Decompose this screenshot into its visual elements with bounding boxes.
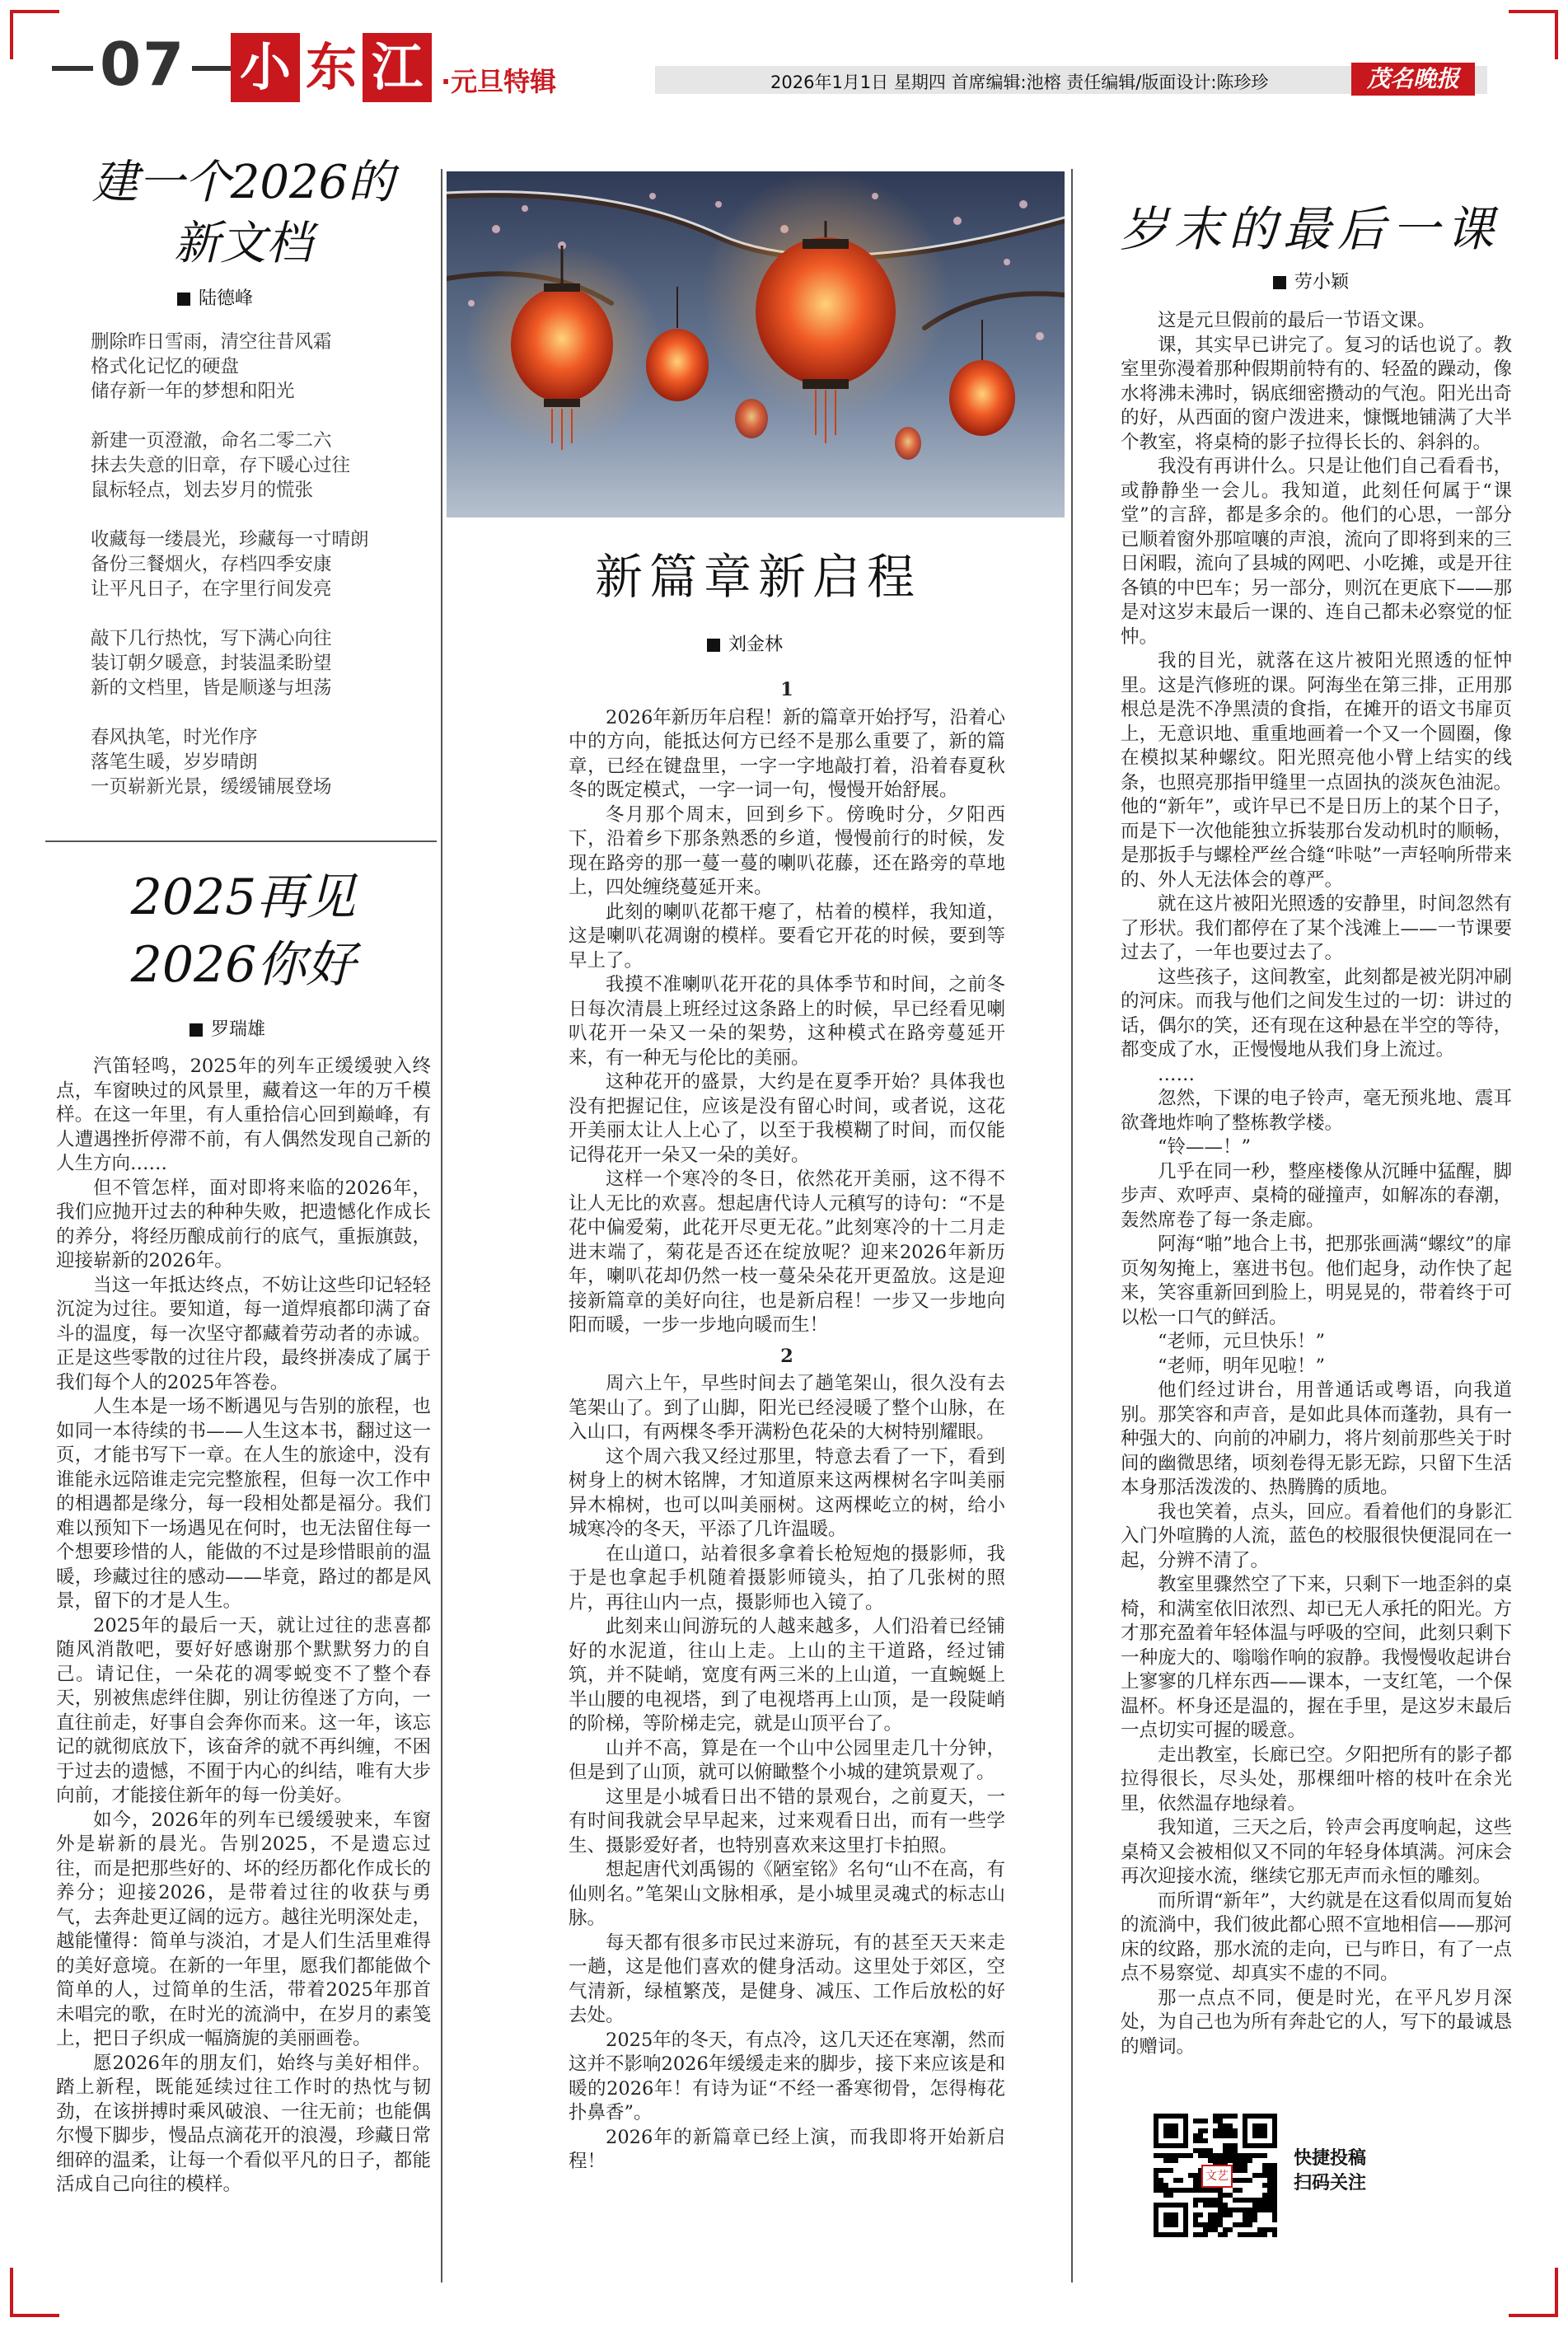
- paragraph: 教室里骤然空了下来，只剩下一地歪斜的桌椅，和满室依旧浓烈、却已无人承托的阳光。方才那充盈着年轻体温与呼吸的空间，此刻只剩下一种庞大的、嗡嗡作响的寂静。我慢慢收起讲台上寥寥的几样东西——课本，一支红笔，一个保温杯。杯身还是温的，握在手里，是这岁末最后一点切实可握的暖意。: [1121, 1574, 1512, 1741]
- article-new-byline: 刘金林: [707, 630, 783, 656]
- paragraph: “铃——！”: [1158, 1136, 1252, 1158]
- paragraph: 我没有再讲什么。只是让他们自己看看书，或静静坐一会儿。我知道，此刻任何属于“课堂”的言辞，都是多余的。他们的心思，一部分已顺着窗外那喧嚷的声浪，流向了即将到来的三日闲暇，流向了县城的网吧、小吃摊，或是开往各镇的中巴车；另一部分，则沉在更底下——那是对这岁末最后一课的、连自己都未必察觉的怔忡。: [1121, 456, 1512, 648]
- paragraph: 几乎在同一秒，整座楼像从沉睡中猛醒，脚步声、欢呼声、桌椅的碰撞声，如解冻的春潮，轰然席卷了每一条走廊。: [1121, 1160, 1512, 1231]
- poem-line: 抹去失意的旧章，存下暖心过往: [91, 455, 351, 476]
- article-2025-byline: 罗瑞雄: [190, 1015, 265, 1041]
- lantern-photo: [447, 171, 1065, 517]
- paragraph: 山并不高，算是在一个山中公园里走几十分钟，但是到了山顶，就可以俯瞰整个小城的建筑景观了。: [569, 1737, 1005, 1783]
- poem-line: 新的文档里，皆是顺遂与坦荡: [91, 677, 332, 699]
- paragraph: 他们经过讲台，用普通话或粤语，向我道别。那笑容和声音，是如此具体而蓬勃，具有一种强大的、向前的冲刷力，将片刻前那些关于时间的幽微思绪，顷刻卷得无影无踪，只留下生活本身那活泼泼的、热腾腾的质地。: [1121, 1379, 1512, 1498]
- date-line: 2026年1月1日 星期四 首席编辑:池榕 责任编辑/版面设计:陈珍珍: [770, 73, 1269, 92]
- poem-line: 收藏每一缕晨光，珍藏每一寸晴朗: [91, 529, 369, 550]
- paragraph: 我摸不准喇叭花开花的具体季节和时间，之前冬日每次清晨上班经过这条路上的时候，早已经看见喇叭花开一朵又一朵的架势，这种模式在路旁蔓延开来，有一种无与伦比的美丽。: [569, 974, 1005, 1069]
- poem-line: 敲下几行热忱，写下满心向往: [91, 628, 332, 649]
- paragraph: 人生本是一场不断遇见与告别的旅程，也如同一本待续的书——人生这本书，翻过这一页，才能书写下一章。在人生的旅途中，没有谁能永远陪谁走完完整旅程，但每一次工作中的相遇都是缘分，每一段相处都是福分。我们难以预知下一场遇见在何时，也无法留住每一个想要珍惜的人，能做的不过是珍惜眼前的温暖，珍藏过往的感动——毕竟，路过的都是风景，留下的才是人生。: [56, 1396, 431, 1612]
- paragraph: 课，其实早已讲完了。复习的话也说了。教室里弥漫着那种假期前特有的、轻盈的躁动，像水将沸未沸时，锅底细密攒动的气泡。阳光出奇的好，从西面的窗户泼进来，慷慨地铺满了大半个教室，将桌椅的影子拉得长长的、斜斜的。: [1121, 334, 1512, 453]
- paragraph: 当这一年抵达终点，不妨让这些印记轻轻沉淀为过往。要知道，每一道焊痕都印满了奋斗的温度，每一次坚守都藏着劳动者的赤诚。正是这些零散的过往片段，最终拼凑成了属于我们每个人的2025年答卷。: [56, 1274, 431, 1393]
- paragraph: “老师，明年见啦！”: [1158, 1355, 1326, 1377]
- paragraph: 这样一个寒冷的冬日，依然花开美丽，这不得不让人无比的欢喜。想起唐代诗人元稹写的诗句：“不是花中偏爱菊，此花开尽更无花。”此刻寒冷的十二月走进末端了，菊花是否还在绽放呢？迎来2026年新历年，喇叭花却仍然一枝一蔓朵朵花开更盈放。这是迎接新篇章的美好向往，也是新启程！一步又一步地向阳而暖，一步一步地向暖而生！: [569, 1168, 1005, 1336]
- paragraph: 我也笑着，点头，回应。看着他们的身影汇入门外喧腾的人流，蓝色的校服很快便混同在一起，分辨不清了。: [1121, 1501, 1512, 1571]
- poem-line: 新建一页澄澈，命名二零二六: [91, 430, 332, 452]
- paragraph: 这些孩子，这间教室，此刻都是被光阴冲刷的河床。而我与他们之间发生过的一切：讲过的话，偶尔的笑，还有现在这种悬在半空的等待，都变成了水，正慢慢地从我们身上流过。: [1121, 966, 1512, 1060]
- paragraph: 周六上午，早些时间去了趟笔架山，很久没有去笔架山了。到了山脚，阳光已经浸暖了整个山脉，在入山口，有两棵冬季开满粉色花朵的大树特别耀眼。: [569, 1373, 1005, 1443]
- paragraph: 2026年新历年启程！新的篇章开始抒写，沿着心中的方向，能抵达何方已经不是那么重要了，新的篇章，已经在键盘里，一字一字地敲打着，沿着春夏秋冬的既定模式，一字一词一句，慢慢开始舒展。: [569, 706, 1005, 801]
- poem-body: [91, 330, 437, 824]
- article-2025-title: 2025再见 2026你好: [130, 869, 356, 994]
- section-tag: ·元旦特辑: [441, 66, 557, 97]
- paragraph: 这里是小城看日出不错的景观台，之前夏天，一有时间我就会早早起来，过来观看日出，而有一些学生、摄影爱好者，也特别喜欢来这里打卡拍照。: [569, 1786, 1005, 1856]
- paragraph: 2025年的最后一天，就让过往的悲喜都随风消散吧，要好好感谢那个默默努力的自己。请记住，一朵花的凋零蜕变不了整个春天，别被焦虑绊住脚，别让彷徨迷了方向，一直往前走，好事自会奔你而来。这一年，该忘记的就彻底放下，该奋斧的就不再纠缠，不困于过去的遗憾，不囿于内心的纠结，唯有大步向前，才能接住新年的每一份美好。: [56, 1614, 431, 1806]
- paragraph: ……: [1158, 1063, 1195, 1085]
- column-rule: [1071, 169, 1073, 2283]
- paragraph: 走出教室，长廊已空。夕阳把所有的影子都拉得很长，尽头处，那棵细叶榕的枝叶在余光里，依然温存地绿着。: [1121, 1744, 1512, 1814]
- article-last-body: [1121, 309, 1512, 2059]
- part-label: 2: [780, 1345, 793, 1367]
- article-2025-body: [56, 1055, 431, 2198]
- paragraph: 在山道口，站着很多拿着长枪短炮的摄影师，我于是也拿起手机随着摄影师镜头，拍了几张树的照片，再往山内一点，摄影师也入镜了。: [569, 1543, 1005, 1613]
- paragraph: 而所谓“新年”，大约就是在这看似周而复始的流淌中，我们彼此都心照不宣地相信——那河床的纹路，那水流的走向，已与昨日，有了一点点不易察觉、却真实不虚的不同。: [1121, 1889, 1512, 1984]
- paragraph: 此刻的喇叭花都干瘪了，枯着的模样，我知道，这是喇叭花凋谢的模样。要看它开花的时候，要到等早上了。: [569, 901, 1005, 972]
- poem-line: 一页崭新光景，缓缓铺展登场: [91, 776, 332, 798]
- section-rule: [45, 840, 437, 842]
- poem-line: 鼠标轻点，划去岁月的慌张: [91, 480, 314, 501]
- column-rule: [441, 169, 442, 2283]
- poem-line: 装订朝夕暖意，封装温柔盼望: [91, 653, 332, 674]
- paragraph: 这是元旦假前的最后一节语文课。: [1158, 310, 1436, 331]
- poem-line: 储存新一年的梦想和阳光: [91, 381, 295, 402]
- paragraph: 2025年的冬天，有点冷，这几天还在寒潮，然而这并不影响2026年缓缓走来的脚步，接下来应该是和暖的2026年！有诗为证“不经一番寒彻骨，怎得梅花扑鼻香”。: [569, 2029, 1005, 2123]
- poem-line: 删除昨日雪雨，清空往昔风霜: [91, 331, 332, 353]
- paragraph: 阿海“啪”地合上书，把那张画满“螺纹”的扉页匆匆掩上，塞进书包。他们起身，动作快了起来，笑容重新回到脸上，明晃晃的，带着终于可以松一口气的鲜活。: [1121, 1234, 1512, 1328]
- article-new-title: 新篇章新启程: [594, 549, 921, 605]
- paragraph: 想起唐代刘禹锡的《陋室铭》名句“山不在高，有仙则名。”笔架山文脉相承，是小城里灵魂式的标志山脉。: [569, 1859, 1005, 1929]
- poem-stanza: [91, 626, 437, 700]
- paragraph: 忽然，下课的电子铃声，毫无预兆地、震耳欲聋地炸响了整栋教学楼。: [1121, 1088, 1512, 1134]
- qr-center-label: 文艺: [1201, 2165, 1233, 2188]
- poem-stanza: [91, 527, 437, 602]
- poem-byline: 陆德峰: [177, 284, 253, 310]
- poem-line: 备份三餐烟火，存档四季安康: [91, 554, 332, 575]
- brand-char-2: 东: [305, 37, 357, 97]
- paragraph: 每天都有很多市民过来游玩，有的甚至天天来走一趟，这是他们喜欢的健身活动。这里处于郊区，空气清新，绿植繁茂，是健身、减压、工作后放松的好去处。: [569, 1931, 1005, 2026]
- poem-stanza: [91, 330, 437, 404]
- poem-line: 让平凡日子，在字里行间发亮: [91, 578, 332, 600]
- brand-char-3: 江: [363, 33, 432, 102]
- newspaper-logo: 茂名晚报: [1351, 63, 1475, 96]
- paragraph: 但不管怎样，面对即将来临的2026年，我们应抛开过去的种种失败，把遗憾化作成长的养分，将经历酿成前行的底气，重振旗鼓，迎接崭新的2026年。: [56, 1177, 431, 1271]
- paragraph: 就在这片被阳光照透的安静里，时间忽然有了形状。我们都停在了某个浅滩上——一节课要过去了，一年也要过去了。: [1121, 893, 1512, 963]
- article-new-body: [569, 672, 1005, 2175]
- poem-title: 建一个2026的 新文档: [91, 156, 395, 270]
- article-last-title: 岁末的最后一课: [1119, 201, 1500, 257]
- poem-stanza: [91, 725, 437, 799]
- poem-line: 春风执笔，时光作序: [91, 727, 258, 748]
- part-label: 1: [780, 679, 793, 700]
- qr-code[interactable]: [1154, 2114, 1277, 2237]
- paragraph: 这个周六我又经过那里，特意去看了一下，看到树身上的树木铭牌，才知道原来这两棵树名字叫美丽异木棉树，也可以叫美丽树。这两棵屹立的树，给小城寒冷的冬天，平添了几许温暖。: [569, 1445, 1005, 1540]
- paragraph: 愿2026年的朋友们，始终与美好相伴。踏上新程，既能延续过往工作时的热忱与韧劲，在该拼搏时乘风破浪、一往无前；也能偶尔慢下脚步，慢品点滴花开的浪漫，珍藏日常细碎的温柔，让每一个看似平凡的日子，都能活成自己向往的模样。: [56, 2052, 431, 2195]
- poem-line: 落笔生暖，岁岁晴朗: [91, 751, 258, 773]
- corner-ornament: [1500, 2259, 1558, 2317]
- paragraph: 如今，2026年的列车已缓缓驶来，车窗外是崭新的晨光。告别2025，不是遗忘过往，而是把那些好的、坏的经历都化作成长的养分；迎接2026，是带着过往的收获与勇气，去奔赴更辽阔的远方。越往光明深处走，越能懂得：简单与淡泊，才是人们生活里难得的美好意境。在新的一年里，愿我们都能做个简单的人，过简单的生活，带着2025年那首未唱完的歌，在时光的流淌中，在岁月的素笺上，把日子织成一幅旖旎的美丽画卷。: [56, 1809, 431, 2049]
- paragraph: 那一点点不同，便是时光，在平凡岁月深处，为自己也为所有奔赴它的人，写下的最诚恳的赠词。: [1121, 1987, 1512, 2058]
- paragraph: 2026年的新篇章已经上演，而我即将开始新启程！: [569, 2126, 1005, 2172]
- paragraph: “老师，元旦快乐！”: [1158, 1331, 1326, 1352]
- article-last-byline: 劳小颖: [1273, 268, 1349, 293]
- paragraph: 我知道，三天之后，铃声会再度响起，这些桌椅又会被相似又不同的年轻身体填满。河床会再次迎接水流，继续它那无声而永恒的雕刻。: [1121, 1817, 1512, 1887]
- qr-caption: 快捷投稿 扫码关注: [1294, 2148, 1367, 2194]
- brand-char-1: 小: [231, 33, 300, 102]
- poem-stanza: [91, 428, 437, 503]
- paragraph: 此刻来山间游玩的人越来越多，人们沿着已经铺好的水泥道，往山上走。上山的主干道路，经过铺筑，并不陡峭，宽度有两三米的上山道，一直蜿蜒上半山腰的电视塔，到了电视塔再上山顶，是一段陡峭的阶梯，等阶梯走完，就是山顶平台了。: [569, 1616, 1005, 1735]
- page-number: 07: [45, 30, 240, 99]
- poem-line: 格式化记忆的硬盘: [91, 356, 240, 377]
- paragraph: 汽笛轻鸣，2025年的列车正缓缓驶入终点，车窗映过的风景里，藏着这一年的万千模样。在这一年里，有人重拾信心回到巅峰，有人遭遇挫折停滞不前，有人偶然发现自己新的人生方向……: [56, 1056, 431, 1174]
- paragraph: 我的目光，就落在这片被阳光照透的怔忡里。这是汽修班的课。阿海坐在第三排，正用那根总是洗不净黑渍的食指，在摊开的语文书扉页上，无意识地、重重地画着一个又一个圆圈，像在模拟某种螺纹。阳光照亮他小臂上结实的线条，也照亮那指甲缝里一点固执的淡灰色油泥。他的“新年”，或许早已不是日历上的某个日子，而是下一次他能独立拆装那台发动机时的顺畅，是那扳手与螺栓严丝合缝“咔哒”一声轻响所带来的、外人无法体会的尊严。: [1121, 650, 1512, 891]
- paragraph: 冬月那个周末，回到乡下。傍晚时分，夕阳西下，沿着乡下那条熟悉的乡道，慢慢前行的时候，发现在路旁的那一蔓一蔓的喇叭花藤，还在路旁的草地上，四处缠绕蔓延开来。: [569, 803, 1005, 898]
- corner-ornament: [10, 2259, 68, 2317]
- paragraph: 这种花开的盛景，大约是在夏季开始？具体我也没有把握记住，应该是没有留心时间，或者说，这花开美丽太让人上心了，以至于我模糊了时间，而仅能记得花开一朵又一朵的美好。: [569, 1071, 1005, 1166]
